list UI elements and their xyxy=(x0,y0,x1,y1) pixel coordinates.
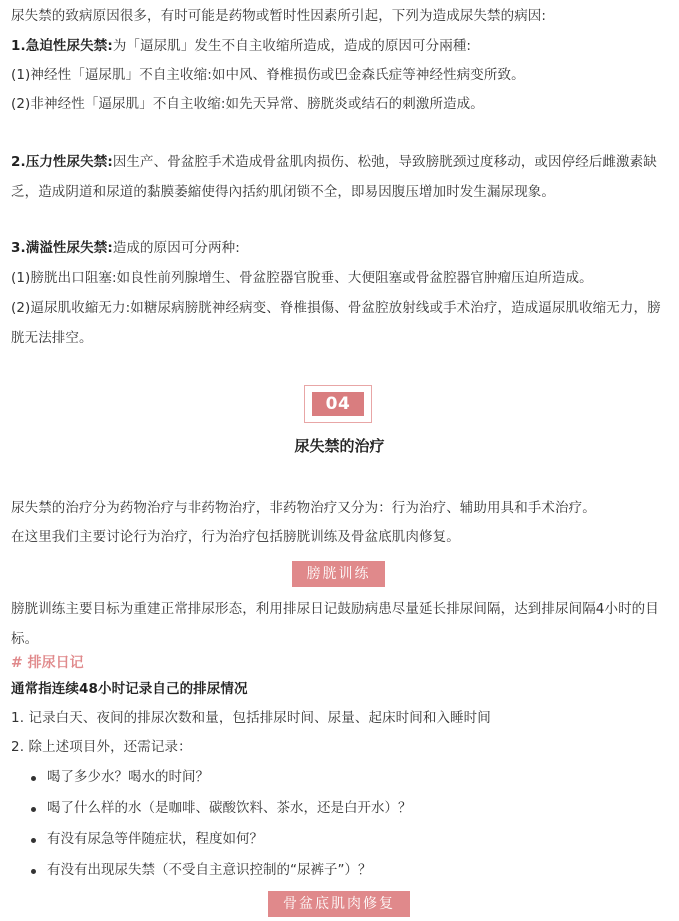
bullet-icon xyxy=(31,807,36,812)
type3-desc: 造成的原因可分两种: xyxy=(112,240,240,256)
diary-step1: 1. 记录白天、夜间的排尿次数和量，包括排尿时间、尿量、起床时间和入睡时间 xyxy=(11,710,491,726)
diary-step2: 2. 除上述项目外，还需记录： xyxy=(11,739,192,755)
treatment-p1: 尿失禁的治疗分为药物治疗与非药物治疗，非药物治疗又分为：行为治疗、辅助用具和手术治疗。 xyxy=(11,500,596,516)
section-number-badge xyxy=(304,385,372,423)
bladder-training-tag: 膀胱训练 xyxy=(292,561,385,587)
bladder-training-desc: 膀胱训练主要目标为重建正常排尿形态，利用排尿日记鼓励病患尽量延长排尿间隔，达到排尿间隔4小时的目标。 xyxy=(11,601,659,647)
type1-item1: (1)神经性「逼尿肌」不自主收缩:如中风、脊椎损伤或巴金森氏症等神经性病变所致。 xyxy=(11,67,525,83)
type3-title: 3.满溢性尿失禁: xyxy=(11,240,113,256)
hash-icon: # xyxy=(11,655,23,671)
bullet-icon xyxy=(31,776,36,781)
type2-title: 2.压力性尿失禁: xyxy=(11,154,113,170)
type1-paragraph xyxy=(11,32,669,60)
diary-bullet: 有没有尿急等伴随症状，程度如何？ xyxy=(47,831,263,847)
diary-heading xyxy=(11,649,84,677)
type1-title: 1.急迫性尿失禁: xyxy=(11,38,113,54)
type1-item2: (2)非神经性「逼尿肌」不自主收缩:如先天异常、膀胱炎或结石的刺激所造成。 xyxy=(11,96,484,112)
pelvic-floor-tag: 骨盆底肌肉修复 xyxy=(268,891,410,917)
section-number: 04 xyxy=(312,392,364,416)
diary-bullet: 喝了什么样的水（是咖啡、碳酸饮料、茶水，还是白开水）？ xyxy=(47,800,412,816)
intro-text: 尿失禁的致病原因很多，有时可能是药物或暂时性因素所引起，下列为造成尿失禁的病因: xyxy=(11,8,547,24)
type1-desc: 为「逼尿肌」发生不自主收缩所造成，造成的原因可分兩種: xyxy=(112,38,472,54)
section-title: 尿失禁的治疗 xyxy=(294,437,385,455)
type3-item1: (1)膀胱出口阻塞:如良性前列腺增生、骨盆腔器官脫垂、大便阻塞或骨盆腔器官肿瘤压迫所造成。 xyxy=(11,270,593,286)
diary-subheading: 通常指连续48小时记录自己的排尿情况 xyxy=(11,681,248,697)
type2-paragraph xyxy=(11,147,669,207)
treatment-p2: 在这里我们主要讨论行为治疗，行为治疗包括膀胱训练及骨盆底肌肉修复。 xyxy=(11,529,460,545)
bullet-icon xyxy=(31,869,36,874)
type2-desc: 因生产、骨盆腔手术造成骨盆肌肉损伤、松弛，导致膀胱颈过度移动，或因停经后雌激素缺乏，造成阴道和尿道的黏膜萎縮使得內括約肌闭锁不全，即易因腹压增加时发生漏尿现象。 xyxy=(11,154,657,200)
type3-paragraph xyxy=(11,234,669,262)
diary-heading-text: 排尿日记 xyxy=(27,655,84,671)
diary-bullet: 有没有出现尿失禁（不受自主意识控制的“尿裤子”）？ xyxy=(47,862,372,878)
diary-bullet: 喝了多少水？喝水的时间？ xyxy=(47,769,209,785)
bullet-icon xyxy=(31,838,36,843)
type3-item2: (2)逼尿肌收縮无力:如糖尿病膀胱神经病变、脊椎損傷、骨盆腔放射线或手术治疗，造成逼尿肌收缩无力，膀胱无法排空。 xyxy=(11,300,661,346)
